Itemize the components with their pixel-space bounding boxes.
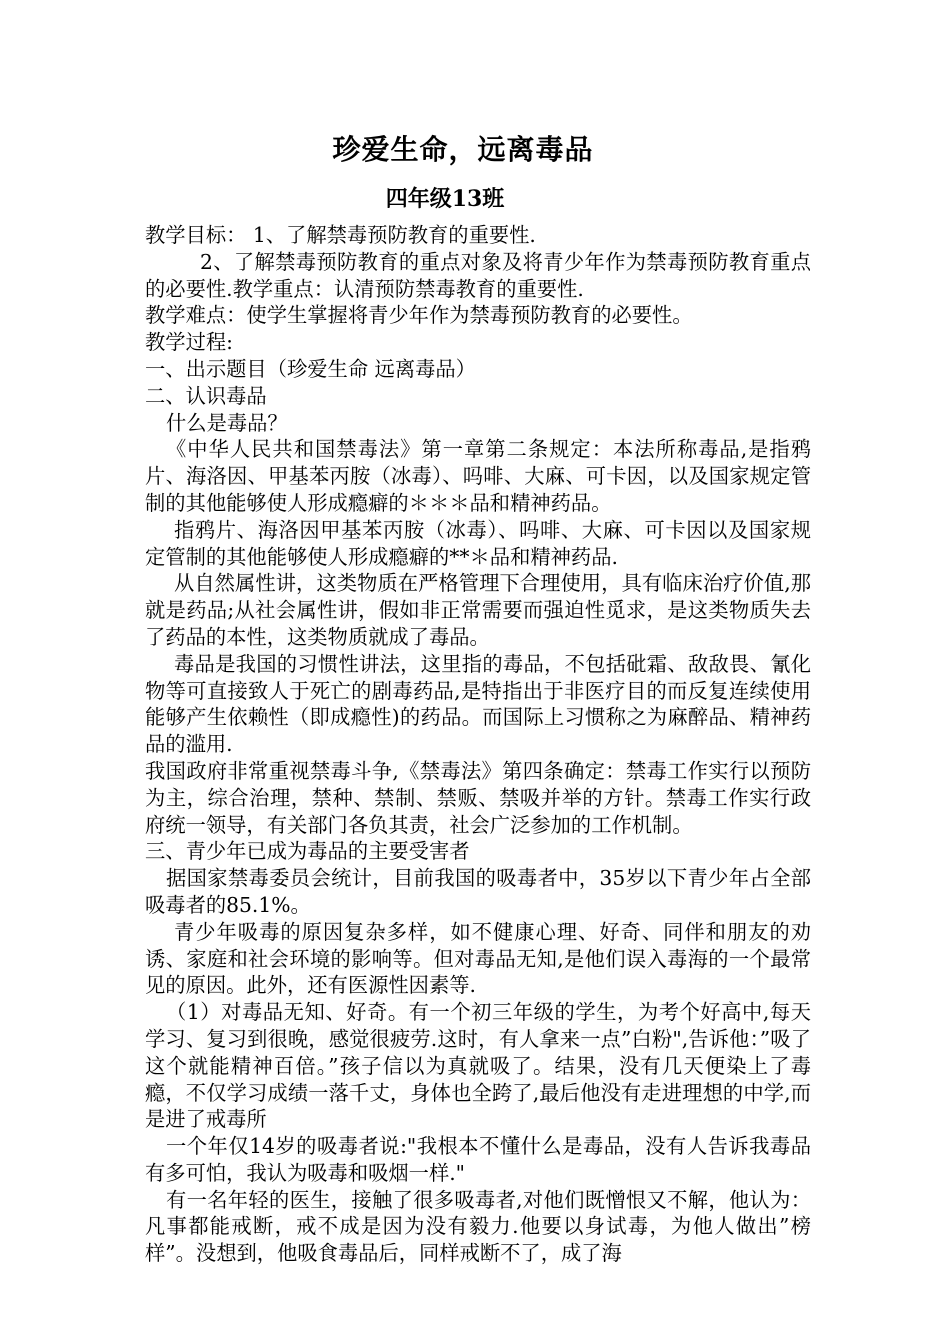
paragraph-case-1: （1）对毒品无知、好奇。有一个初三年级的学生，为考个好高中,每天学习、复习到很晚，感觉很疲劳.这时，有人拿来一点”白粉",告诉他：”吸了这个就能精神百倍。”孩子信以为真就吸了。结果，没有几天便染上了毒瘾，不仅学习成绩一落千丈，身体也全跨了,最后他没有走进理想的中学,而是进了戒毒所 <box>145 1000 811 1132</box>
teaching-goal-2: 2、了解禁毒预防教育的重点对象及将青少年作为禁毒预防教育重点的必要性.教学重点：认清预防禁毒教育的重要性. <box>145 249 811 301</box>
section-heading-3: 三、青少年已成为毒品的主要受害者 <box>145 839 470 864</box>
paragraph-statistics: 据国家禁毒委员会统计，目前我国的吸毒者中，35岁以下青少年占全部吸毒者的85.1%。 <box>145 866 811 917</box>
document-subtitle: 四年级13班 <box>385 186 505 212</box>
document-body <box>145 222 811 1267</box>
paragraph-causes: 青少年吸毒的原因复杂多样，如不健康心理、好奇、同伴和朋友的劝诱、家庭和社会环境的影响等。但对毒品无知,是他们误入毒海的一个最常见的原因。此外，还有医源性因素等. <box>145 919 811 998</box>
teaching-difficulty: 教学难点：使学生掌握将青少年作为禁毒预防教育的必要性。 <box>145 303 693 328</box>
paragraph-habitual-term: 毒品是我国的习惯性讲法，这里指的毒品，不包括砒霜、敌敌畏、氰化物等可直接致人于死亡的剧毒药品,是特指出于非医疗目的而反复连续使用能够产生依赖性（即成瘾性)的药品。而国际上习惯称之为麻醉品、精神药品的滥用. <box>145 651 811 757</box>
paragraph-attributes: 从自然属性讲，这类物质在严格管理下合理使用，具有临床治疗价值,那就是药品;从社会属性讲，假如非正常需要而强迫性觅求，是这类物质失去了药品的本性，这类物质就成了毒品。 <box>145 571 811 649</box>
teaching-process-heading: 教学过程: <box>145 330 233 355</box>
document-title: 珍爱生命，远离毒品 <box>332 133 594 166</box>
section-heading-2: 二、认识毒品 <box>145 383 267 408</box>
section-heading-1: 一、出示题目（珍爱生命 远离毒品） <box>145 356 476 381</box>
paragraph-case-2: 一个年仅14岁的吸毒者说:"我根本不懂什么是毒品，没有人告诉我毒品有多可怕，我认为吸毒和吸烟一样." <box>145 1134 811 1185</box>
teaching-goal-1: 教学目标： 1、了解禁毒预防教育的重要性. <box>145 223 536 247</box>
paragraph-government-policy: 我国政府非常重视禁毒斗争,《禁毒法》第四条确定：禁毒工作实行以预防为主，综合治理，禁种、禁制、禁贩、禁吸并举的方针。禁毒工作实行政府统一领导，有关部门各负其责，社会广泛参加的工作机制。 <box>145 758 811 837</box>
paragraph-what-is-drug: 什么是毒品？ <box>166 410 288 435</box>
paragraph-law-definition: 《中华人民共和国禁毒法》第一章第二条规定：本法所称毒品,是指鸦片、海洛因、甲基苯丙胺（冰毒）、吗啡、大麻、可卡因，以及国家规定管制的其他能够使人形成瘾癖的＊＊＊品和精神药品。 <box>145 437 811 515</box>
paragraph-drug-list: 指鸦片、海洛因甲基苯丙胺（冰毒）、吗啡、大麻、可卡因以及国家规定管制的其他能够使人形成瘾癖的**＊品和精神药品. <box>145 517 811 569</box>
paragraph-case-3: 有一名年轻的医生，接触了很多吸毒者,对他们既憎恨又不解，他认为：凡事都能戒断，戒不成是因为没有毅力.他要以身试毒，为他人做出”榜样”。没想到，他吸食毒品后，同样戒断不了，成了海 <box>145 1187 811 1266</box>
